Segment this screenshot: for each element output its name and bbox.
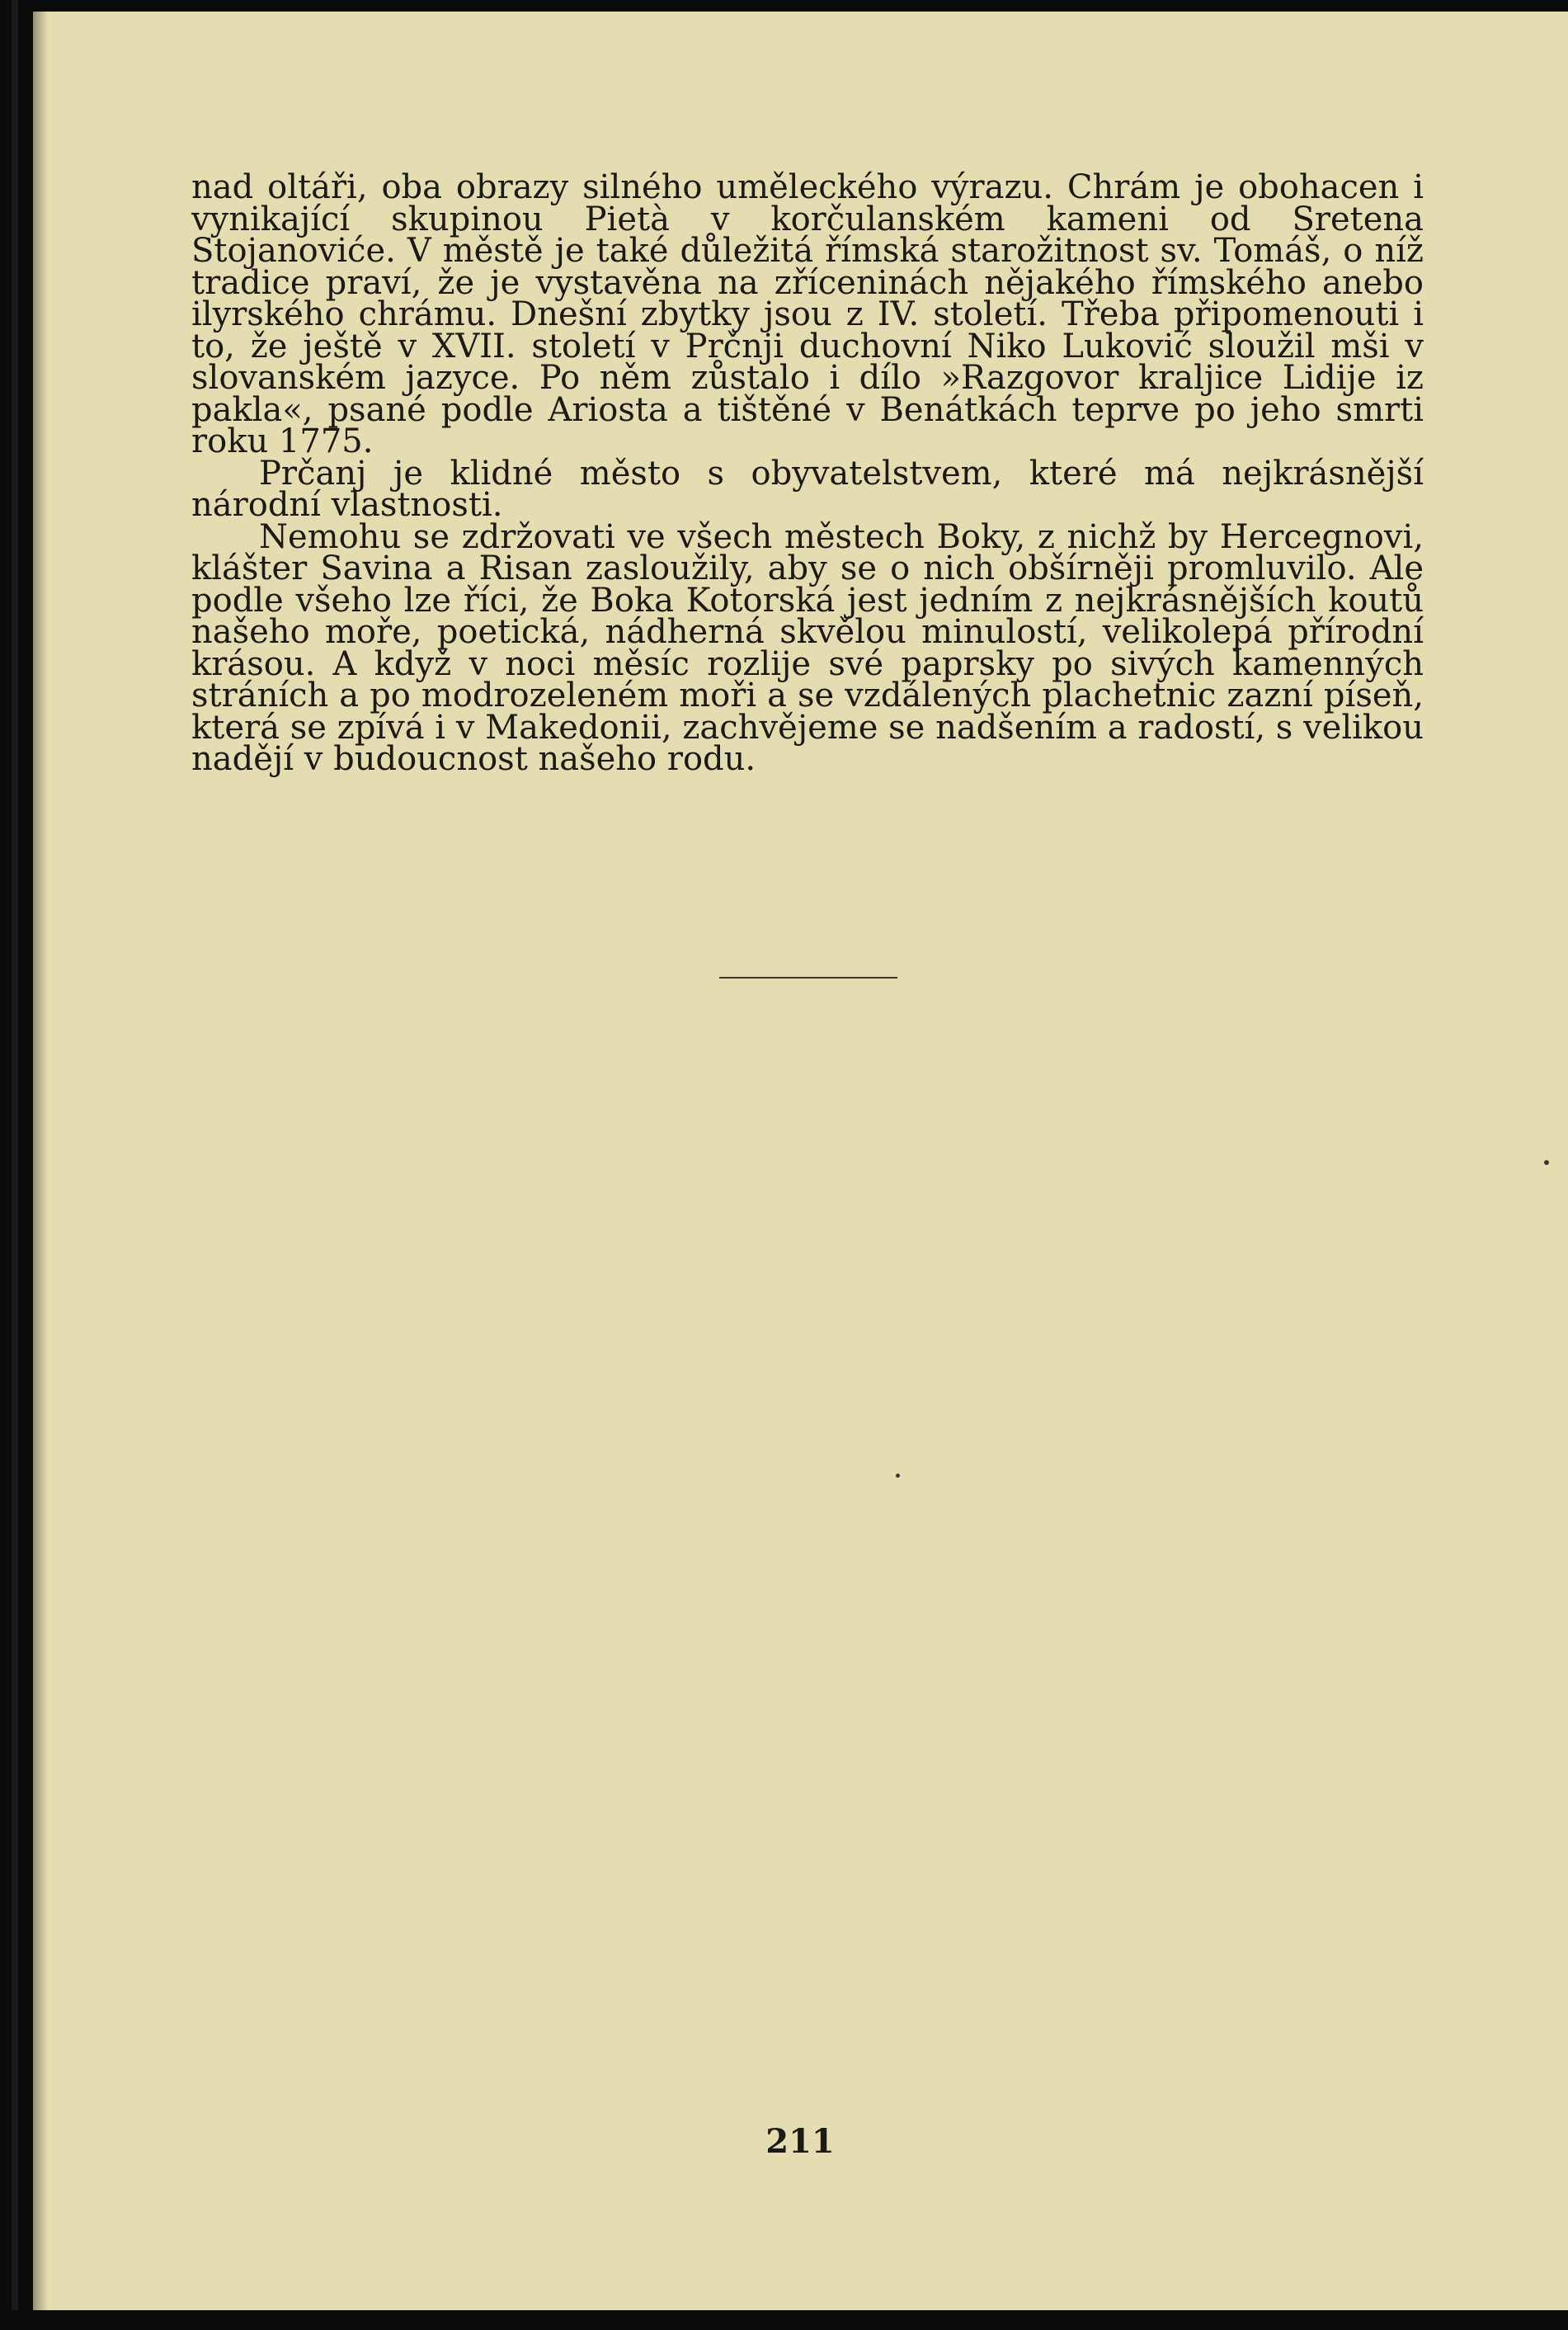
page-number: 211 (765, 2122, 835, 2161)
scan-top-border (33, 0, 1568, 12)
body-text (191, 168, 1424, 778)
section-end-rule (719, 977, 897, 979)
paragraph-2: Prčanj je klidné město s obyvatelstvem, které má nejkrásnější národní vlastnosti. (191, 454, 1424, 524)
spine-shadow (33, 12, 48, 2310)
paragraph-1: nad oltáři, oba obrazy silného uměleckého výrazu. Chrám je obohacen i vynikající skupinou Pietà v korčulanském kameni od Sretena Stojanoviće. V městě je také důležitá římská starožitnost sv. Tomáš, o níž tradice praví, že je vystavěna na zříceninách nějakého římského anebo ilyrského chrámu. Dnešní zbytky jsou z IV. století. Třeba připomenouti i to, že ještě v XVII. století v Prčnji duchovní Niko Luković sloužil mši v slovanském jazyce. Po něm zůstalo i dílo »Razgovor kraljice Lidije iz pakla«, psané podle Ariosta a tištěné v Benátkách teprve po jeho smrti roku 1775. (191, 168, 1424, 460)
scan-bottom-border (0, 2310, 1568, 2330)
book-binding-edge (12, 0, 18, 2330)
paragraph-3: Nemohu se zdržovati ve všech městech Boky, z nichž by Hercegnovi, klášter Savina a Risan zasloužily, aby se o nich obšírněji promluvilo. Ale podle všeho lze říci, že Boka Kotorská jest jedním z nejkrásnějších koutů našeho moře, poetická, nádherná skvělou minulostí, velikolepá přírodní krásou. A když v noci měsíc rozlije své paprsky po sivých kamenných stráních a po modrozeleném moři a se vzdálených plachetnic zazní píseň, která se zpívá i v Makedonii, zachvějeme se nadšením a radostí, s velikou nadějí v budoucnost našeho rodu. (191, 517, 1424, 778)
page-speck (1544, 1160, 1549, 1165)
page-speck (896, 1474, 900, 1478)
